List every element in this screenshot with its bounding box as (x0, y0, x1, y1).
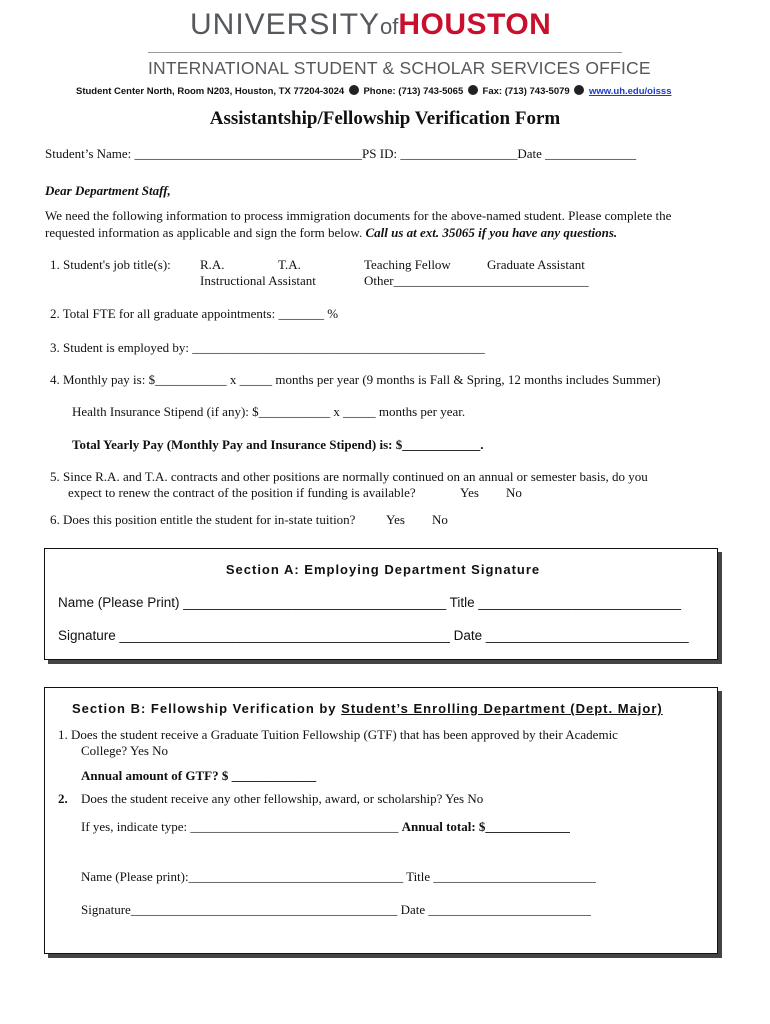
section-a-signature-line[interactable]: Signature ____________________________________________ Date ___________________________ (58, 628, 689, 643)
section-b-indicate-line[interactable] (81, 819, 570, 835)
annual-total-text: Annual total: $_____________ (401, 819, 570, 834)
option-label: Yes (130, 743, 149, 758)
form-title: Assistantship/Fellowship Verification Form (209, 108, 561, 129)
section-b-heading-underlined: Student’s Enrolling Department (Dept. Major) (341, 701, 663, 716)
section-b-heading (72, 701, 663, 716)
option-label: Instructional Assistant (200, 273, 316, 288)
option-label: Yes (460, 485, 479, 500)
q1-option-tf[interactable] (364, 257, 451, 273)
intro-line-2 (45, 225, 617, 241)
q1-option-other[interactable] (364, 273, 589, 289)
q2-line[interactable]: 2. Total FTE for all graduate appointments: _______ % (50, 306, 339, 321)
option-label: R.A. (200, 257, 225, 272)
section-b-gtf-amount[interactable]: Annual amount of GTF? $ _____________ (81, 768, 317, 783)
intro-call-text: Call us at ext. 35065 if you have any questions. (365, 225, 618, 240)
office-name: INTERNATIONAL STUDENT & SCHOLAR SERVICES OFFICE (148, 58, 651, 78)
q1-option-ia[interactable] (200, 273, 316, 289)
q4-line[interactable]: 4. Monthly pay is: $___________ x _____ months per year (9 months is Fall & Spring, 12 months includes Summer) (50, 372, 661, 387)
q3-line[interactable]: 3. Student is employed by: _____________________________________________ (50, 340, 485, 355)
q5-line-2: expect to renew the contract of the position if funding is available? (68, 485, 416, 500)
section-b-q2-no[interactable] (467, 791, 483, 806)
section-b-signature-line[interactable]: Signature_________________________________________ Date _________________________ (81, 902, 591, 917)
option-label: No (506, 485, 522, 500)
q1-option-ta[interactable] (278, 257, 301, 273)
address-text: Student Center North, Room N203, Houston, TX 77204-3024 (76, 86, 345, 97)
intro-line-1: We need the following information to process immigration documents for the above-named student. Please complete the (45, 208, 672, 223)
phone-icon (349, 85, 359, 95)
section-a-name-line[interactable]: Name (Please Print) ___________________________________ Title ___________________________ (58, 595, 682, 610)
q6-yes[interactable] (386, 512, 405, 528)
q1-college-text: College? (81, 743, 128, 758)
option-label: Yes (445, 791, 465, 806)
section-b-q1-line-1: 1. Does the student receive a Graduate Tuition Fellowship (GTF) that has been approved by their Academic (58, 727, 618, 742)
university-logo (190, 8, 551, 42)
option-label: Other______________________________ (364, 273, 589, 288)
greeting: Dear Department Staff, (45, 183, 171, 198)
q1-option-ra[interactable] (200, 257, 225, 273)
intro-text: requested information as applicable and sign the form below. (45, 225, 363, 240)
q5-line-1: 5. Since R.A. and T.A. contracts and other positions are normally continued on an annual or semester basis, do you (50, 469, 648, 484)
q1-option-ga[interactable] (487, 257, 585, 273)
option-label: No (432, 512, 448, 527)
globe-icon (574, 85, 584, 95)
option-label: Teaching Fellow (364, 257, 451, 272)
q6-line: 6. Does this position entitle the student for in-state tuition? (50, 512, 356, 527)
contact-line (76, 85, 671, 97)
logo-houston-text: HOUSTON (398, 8, 552, 41)
q5-no[interactable] (506, 485, 522, 501)
option-label: No (152, 743, 169, 758)
q4-total-line[interactable]: Total Yearly Pay (Monthly Pay and Insurance Stipend) is: $____________. (72, 437, 484, 452)
website-link[interactable]: www.uh.edu/oisss (588, 86, 672, 97)
option-label: Yes (386, 512, 405, 527)
section-b-q2-number: 2. (58, 791, 68, 806)
logo-university-text: UNIVERSITY (190, 8, 381, 41)
section-b-q2-yes[interactable] (445, 791, 464, 806)
fax-text: Fax: (713) 743-5079 (482, 86, 570, 97)
option-label: T.A. (278, 257, 301, 272)
section-b-q1-yes[interactable] (130, 743, 149, 758)
q1-label: 1. Student's job title(s): (50, 257, 171, 272)
q2-text: Does the student receive any other fellowship, award, or scholarship? (81, 791, 443, 806)
q5-yes[interactable] (460, 485, 479, 501)
fax-icon (468, 85, 478, 95)
option-label: No (467, 791, 484, 806)
section-a-heading: Section A: Employing Department Signature (225, 562, 541, 577)
q4-health-line[interactable]: Health Insurance Stipend (if any): $___________ x _____ months per year. (72, 404, 466, 419)
option-label: Graduate Assistant (487, 257, 585, 272)
section-b-q1-no[interactable] (152, 743, 168, 758)
section-b-q1-line-2 (81, 743, 168, 759)
student-info-line[interactable]: Student’s Name: ___________________________________PS ID: __________________Date ______________ (45, 146, 637, 161)
section-b-name-line[interactable]: Name (Please print):_________________________________ Title _________________________ (81, 869, 596, 884)
section-b-q2-line (81, 791, 483, 807)
indicate-type-text: If yes, indicate type: ________________________________ (81, 819, 399, 834)
q6-no[interactable] (432, 512, 448, 528)
logo-of-text: of (380, 14, 399, 39)
phone-text: Phone: (713) 743-5065 (363, 86, 464, 97)
section-b-heading-prefix: Section B: Fellowship Verification by (72, 701, 342, 716)
logo-divider (148, 52, 622, 53)
